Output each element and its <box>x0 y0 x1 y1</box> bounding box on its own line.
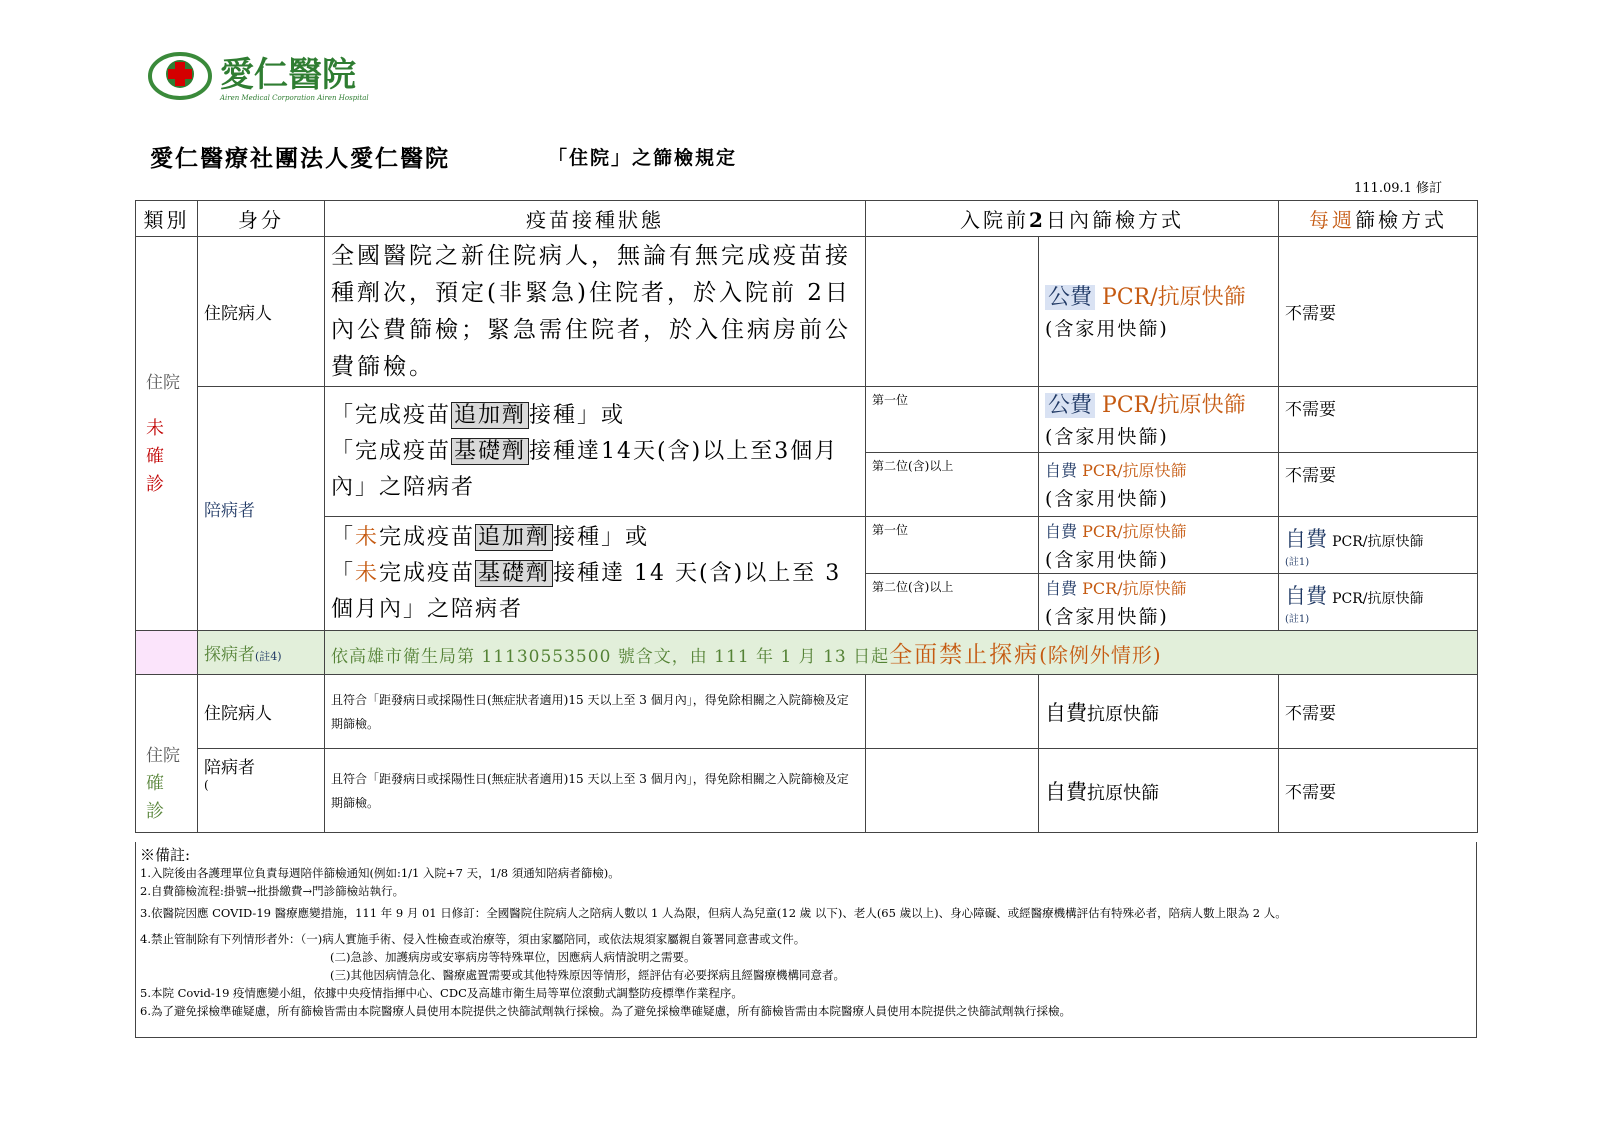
header-screening-method <box>866 201 1279 237</box>
test-type: PCR/抗原快篩 <box>1102 393 1246 418</box>
hospital-logo <box>148 48 388 104</box>
identity-inpatient-confirmed: 住院病人 <box>198 675 325 749</box>
category-status-confirmed: 確診 <box>146 772 164 822</box>
companion-extra: ( <box>204 778 209 792</box>
confirmed-companion-text: 且符合「距發病日或採陽性日(無症狀者適用)15 天以上至 3 個月內」，得免除相關之入院篩檢及定期篩檢。 <box>325 749 866 833</box>
order-second: 第二位(含)以上 <box>866 574 1039 631</box>
not-completed-line1-b: 接種」或 <box>553 524 650 550</box>
screening-inpatient <box>1039 237 1279 387</box>
primary-dose-box: 基礎劑 <box>475 560 553 587</box>
note-item: 6.為了避免採檢準確疑慮，所有篩檢皆需由本院醫療人員使用本院提供之快篩試劑執行採檢。為了避免採檢準確疑慮，所有篩檢皆需由本院醫療人員使用本院提供之快篩試劑執行採檢。 <box>140 1004 1071 1018</box>
order-first: 第一位 <box>866 517 1039 574</box>
booster-dose-box: 追加劑 <box>451 402 529 429</box>
empty-cell <box>866 749 1039 833</box>
confirmed-inpatient-text: 且符合「距發病日或採陽性日(無症狀者適用)15 天以上至 3 個月內」，得免除相關之入院篩檢及定期篩檢。 <box>325 675 866 749</box>
pay-type: 自費 <box>1045 578 1078 598</box>
not-marker: 未 <box>355 524 380 550</box>
weekly-test-type: PCR/抗原快篩 <box>1332 533 1424 550</box>
pay-type: 自費 <box>1045 461 1078 480</box>
logo-subtitle: Airen Medical Corporation Airen Hospital <box>220 94 369 102</box>
weekly-confirmed-companion: 不需要 <box>1279 749 1478 833</box>
visitor-rule <box>325 631 1478 675</box>
table-header-row <box>136 201 1478 237</box>
visitor-footnote: (註4) <box>255 650 282 663</box>
home-kit-note: (含家用快篩) <box>1045 605 1169 628</box>
primary-dose-box: 基礎劑 <box>451 438 529 465</box>
weekly-pay-type: 自費 <box>1285 583 1328 608</box>
weekly-suffix: 篩檢方式 <box>1355 208 1448 232</box>
category-confirmed <box>136 675 198 833</box>
category-label: 住院 <box>146 745 180 766</box>
vaccine-text-not-completed <box>325 517 866 631</box>
completed-line2-a: 「完成疫苗 <box>331 438 452 464</box>
visitor-exception-text: (除例外情形) <box>1039 643 1162 667</box>
test-type: PCR/抗原快篩 <box>1082 521 1187 541</box>
rule-title: 「住院」之篩檢規定 <box>548 147 738 169</box>
screening-days: 2 <box>1029 208 1046 232</box>
visit-ban-text: 全面禁止探病 <box>889 642 1040 668</box>
not-completed-line2-a: 完成疫苗 <box>379 560 476 586</box>
empty-cell <box>136 631 198 675</box>
header-weekly-screening <box>1279 201 1478 237</box>
order-first: 第一位 <box>866 387 1039 453</box>
visitor-rule-text: 依高雄市衛生局第 11130553500 號含文，由 111 年 1 月 13 日起 <box>331 647 890 667</box>
identity-companion-confirmed <box>198 749 325 833</box>
logo-wordmark: 愛仁醫院 <box>220 55 356 95</box>
weekly-completed-first: 不需要 <box>1279 387 1478 453</box>
screening-suffix: 日內篩檢方式 <box>1045 208 1184 232</box>
quote-mark: 「 <box>331 524 356 550</box>
weekly-footnote: (註1) <box>1285 613 1310 625</box>
pay-type: 公費 <box>1045 393 1095 418</box>
table-row <box>136 749 1478 833</box>
screening-confirmed-companion <box>1039 749 1279 833</box>
weekly-confirmed-inpatient: 不需要 <box>1279 675 1478 749</box>
companion-label: 陪病者 <box>204 758 255 778</box>
weekly-inpatient: 不需要 <box>1279 237 1478 387</box>
identity-visitor <box>198 631 325 675</box>
weekly-pay-type: 自費 <box>1285 526 1328 551</box>
category-status-unconfirmed: 未確診 <box>146 417 164 495</box>
screening-confirmed-inpatient <box>1039 675 1279 749</box>
notes-section <box>135 842 1477 1038</box>
pay-type: 公費 <box>1045 285 1095 310</box>
screening-completed-first <box>1039 387 1279 453</box>
screening-completed-second <box>1039 453 1279 517</box>
vaccine-text-completed <box>325 387 866 517</box>
category-unconfirmed <box>136 237 198 631</box>
quote-mark: 「 <box>331 560 356 586</box>
test-type: PCR/抗原快篩 <box>1082 578 1187 598</box>
notes-heading: ※備註: <box>140 846 191 864</box>
weekly-not-completed-first <box>1279 517 1478 574</box>
note-item: 1.入院後由各護理單位負責每週陪伴篩檢通知(例如:1/1 入院+7 天，1/8 須通知陪病者篩檢)。 <box>140 866 620 880</box>
header-identity: 身分 <box>198 201 325 237</box>
table-row <box>136 675 1478 749</box>
order-second: 第二位(含)以上 <box>866 453 1039 517</box>
completed-line1-b: 接種」或 <box>529 402 626 428</box>
not-completed-line2-b: 接種達 14 天(含)以上至 3 個月內」之陪病者 <box>331 560 842 622</box>
revision-date: 111.09.1 修訂 <box>1354 181 1443 196</box>
screening-not-completed-first <box>1039 517 1279 574</box>
screening-not-completed-second <box>1039 574 1279 631</box>
completed-line1-a: 「完成疫苗 <box>331 402 452 428</box>
empty-cell <box>866 237 1039 387</box>
pay-type: 自費 <box>1045 521 1078 541</box>
test-type: 抗原快篩 <box>1087 782 1159 804</box>
category-label: 住院 <box>146 372 180 393</box>
identity-companion: 陪病者 <box>198 387 325 631</box>
table-row <box>136 237 1478 387</box>
weekly-not-completed-second <box>1279 574 1478 631</box>
home-kit-note: (含家用快篩) <box>1045 426 1169 448</box>
booster-dose-box: 追加劑 <box>475 524 553 551</box>
note-item: 5.本院 Covid-19 疫情應變小組，依據中央疫情指揮中心、CDC及高雄市衛生局等單位滾動式調整防疫標準作業程序。 <box>140 986 743 1000</box>
completed-line2-b: 接種達14天(含)以上至3個月內」之陪病者 <box>331 438 839 500</box>
home-kit-note: (含家用快篩) <box>1045 548 1169 571</box>
home-kit-note: (含家用快篩) <box>1045 488 1169 510</box>
screening-prefix: 入院前 <box>960 208 1030 232</box>
header-category: 類別 <box>136 201 198 237</box>
table-row <box>136 517 1478 574</box>
test-type: PCR/抗原快篩 <box>1102 285 1246 310</box>
test-type: 抗原快篩 <box>1087 703 1159 725</box>
weekly-completed-second: 不需要 <box>1279 453 1478 517</box>
note-item: (三)其他因病情急化、醫療處置需要或其他特殊原因等情形，經評估有必要探病且經醫療機構同意者。 <box>330 968 845 982</box>
organization-title: 愛仁醫療社團法人愛仁醫院 <box>150 145 450 172</box>
table-row <box>136 387 1478 453</box>
not-marker: 未 <box>355 560 380 586</box>
empty-cell <box>866 675 1039 749</box>
vaccine-text-inpatient: 全國醫院之新住院病人，無論有無完成疫苗接種劑次，預定(非緊急)住院者，於入院前 2日內公費篩檢；緊急需住院者，於入住病房前公費篩檢。 <box>325 237 866 387</box>
visitor-row <box>136 631 1478 675</box>
weekly-footnote: (註1) <box>1285 556 1310 568</box>
header-vaccine-status: 疫苗接種狀態 <box>325 201 866 237</box>
home-kit-note: (含家用快篩) <box>1045 318 1169 340</box>
note-item: 3.依醫院因應 COVID-19 醫療應變措施，111 年 9 月 01 日修訂：全國醫院住院病人之陪病人數以 1 人為限，但病人為兒童(12 歲 以下)、老人(65 歲以上)、身心障礙、或經醫療機構評估有特殊必者，陪病人數上限為 2 人。 <box>140 906 1287 920</box>
note-item: 2.自費篩檢流程:掛號→批掛繳費→門診篩檢站執行。 <box>140 884 405 898</box>
identity-inpatient: 住院病人 <box>198 237 325 387</box>
test-type: PCR/抗原快篩 <box>1082 461 1187 480</box>
pay-type: 自費 <box>1045 700 1087 725</box>
pay-type: 自費 <box>1045 779 1087 804</box>
not-completed-line1-a: 完成疫苗 <box>379 524 476 550</box>
note-item: (二)急診、加護病房或安寧病房等特殊單位，因應病人病情說明之需要。 <box>330 950 696 964</box>
weekly-test-type: PCR/抗原快篩 <box>1332 590 1424 607</box>
note-item: 4.禁止管制除有下列情形者外：（一)病人實施手術、侵入性檢查或治療等，須由家屬陪同，或依法規須家屬親自簽署同意書或文件。 <box>140 932 806 946</box>
weekly-highlight: 每週 <box>1309 208 1356 232</box>
screening-table <box>135 200 1478 833</box>
visitor-label: 探病者 <box>204 645 255 665</box>
